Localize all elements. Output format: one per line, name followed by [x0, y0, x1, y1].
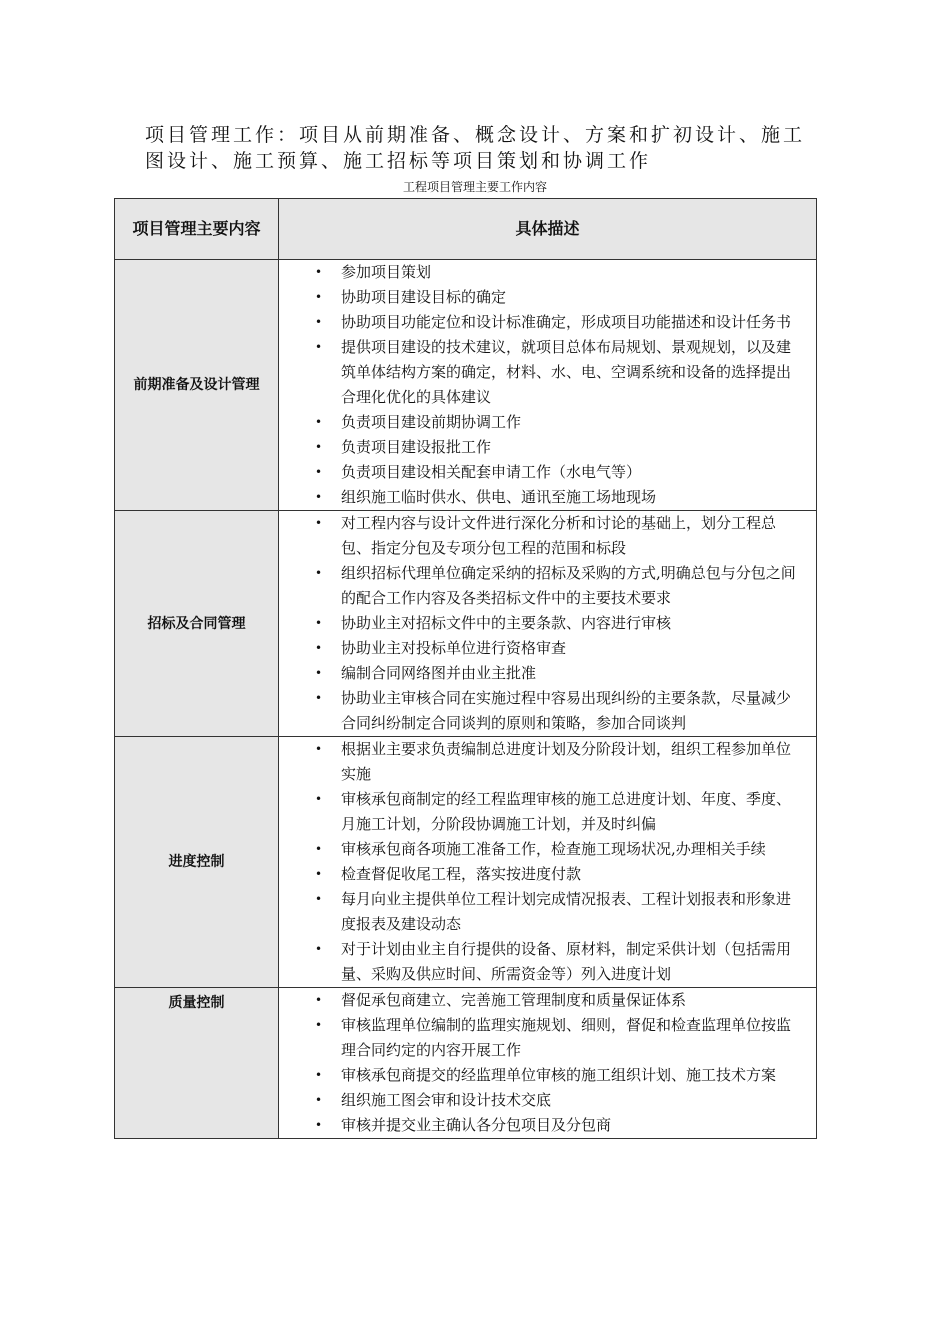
item-text: 组织施工临时供水、供电、通讯至施工场地现场 — [341, 488, 657, 506]
list-item — [279, 460, 804, 485]
list-item — [279, 686, 804, 736]
item-text: 参加项目策划 — [341, 263, 432, 281]
bullet-icon: • — [315, 1093, 323, 1107]
list-item — [279, 1013, 804, 1063]
item-text: 负责项目建设前期协调工作 — [341, 413, 522, 431]
list-item — [279, 1113, 804, 1138]
list-item — [279, 310, 804, 335]
item-text: 协助业主对招标文件中的主要条款、内容进行审核 — [341, 614, 672, 632]
bullet-icon: • — [315, 993, 323, 1007]
item-text: 审核承包商各项施工准备工作，检查施工现场状况,办理相关手续 — [341, 840, 766, 858]
bullet-icon: • — [315, 842, 323, 856]
item-text: 对工程内容与设计文件进行深化分析和讨论的基础上，划分工程总包、指定分包及专项分包工程的范围和标段 — [341, 514, 777, 557]
list-item — [279, 636, 804, 661]
description-list — [279, 511, 816, 736]
list-item — [279, 485, 804, 510]
header-description: 具体描述 — [279, 199, 817, 260]
item-text: 审核并提交业主确认各分包项目及分包商 — [341, 1116, 612, 1134]
bullet-icon: • — [315, 1068, 323, 1082]
bullet-icon: • — [315, 440, 323, 454]
list-item — [279, 887, 804, 937]
list-item — [279, 335, 804, 410]
item-text: 协助业主对投标单位进行资格审查 — [341, 639, 567, 657]
description-list — [279, 988, 816, 1138]
description-cell — [279, 511, 817, 737]
bullet-icon: • — [315, 942, 323, 956]
bullet-icon: • — [315, 415, 323, 429]
item-text: 每月向业主提供单位工程计划完成情况报表、工程计划报表和形象进度报表及建设动态 — [341, 890, 792, 933]
list-item — [279, 1063, 804, 1088]
list-item — [279, 611, 804, 636]
bullet-icon: • — [315, 566, 323, 580]
item-text: 协助项目建设目标的确定 — [341, 288, 507, 306]
item-text: 编制合同网络图并由业主批准 — [341, 664, 537, 682]
bullet-icon: • — [315, 691, 323, 705]
list-item — [279, 661, 804, 686]
description-cell — [279, 988, 817, 1139]
list-item — [279, 862, 804, 887]
bullet-icon: • — [315, 867, 323, 881]
table-row — [115, 737, 817, 988]
list-item — [279, 260, 804, 285]
bullet-icon: • — [315, 1118, 323, 1132]
bullet-icon: • — [315, 290, 323, 304]
item-text: 审核承包商提交的经监理单位审核的施工组织计划、施工技术方案 — [341, 1066, 777, 1084]
category-cell: 质量控制 — [115, 988, 279, 1139]
item-text: 协助项目功能定位和设计标准确定，形成项目功能描述和设计任务书 — [341, 313, 792, 331]
item-text: 组织施工图会审和设计技术交底 — [341, 1091, 552, 1109]
table-row — [115, 260, 817, 511]
work-content-table — [114, 198, 817, 1139]
bullet-icon: • — [315, 742, 323, 756]
bullet-icon: • — [315, 315, 323, 329]
item-text: 检查督促收尾工程，落实按进度付款 — [341, 865, 582, 883]
list-item — [279, 787, 804, 837]
bullet-icon: • — [315, 340, 323, 354]
bullet-icon: • — [315, 1018, 323, 1032]
list-item — [279, 561, 804, 611]
list-item — [279, 737, 804, 787]
category-cell: 进度控制 — [115, 737, 279, 988]
bullet-icon: • — [315, 265, 323, 279]
item-text: 组织招标代理单位确定采纳的招标及采购的方式,明确总包与分包之间的配合工作内容及各类招标文件中的主要技术要求 — [341, 564, 796, 607]
table-header-row — [115, 199, 817, 260]
list-item — [279, 988, 804, 1013]
intro-paragraph: 项目管理工作：项目从前期准备、概念设计、方案和扩初设计、施工图设计、施工预算、施工招标等项目策划和协调工作 — [145, 124, 806, 172]
category-cell: 招标及合同管理 — [115, 511, 279, 737]
bullet-icon: • — [315, 892, 323, 906]
table-row — [115, 511, 817, 737]
bullet-icon: • — [315, 516, 323, 530]
bullet-icon: • — [315, 616, 323, 630]
list-item — [279, 1088, 804, 1113]
bullet-icon: • — [315, 490, 323, 504]
item-text: 对于计划由业主自行提供的设备、原材料，制定采供计划（包括需用量、采购及供应时间、所需资金等）列入进度计划 — [341, 940, 792, 983]
description-cell — [279, 260, 817, 511]
list-item — [279, 435, 804, 460]
list-item — [279, 837, 804, 862]
category-cell: 前期准备及设计管理 — [115, 260, 279, 511]
item-text: 负责项目建设报批工作 — [341, 438, 492, 456]
bullet-icon: • — [315, 465, 323, 479]
item-text: 协助业主审核合同在实施过程中容易出现纠纷的主要条款，尽量减少合同纠纷制定合同谈判的原则和策略，参加合同谈判 — [341, 689, 792, 732]
item-text: 督促承包商建立、完善施工管理制度和质量保证体系 — [341, 991, 687, 1009]
header-category: 项目管理主要内容 — [115, 199, 279, 260]
item-text: 负责项目建设相关配套申请工作（水电气等） — [341, 463, 642, 481]
description-list — [279, 737, 816, 987]
list-item — [279, 511, 804, 561]
list-item — [279, 937, 804, 987]
description-cell — [279, 737, 817, 988]
item-text: 审核承包商制定的经工程监理审核的施工总进度计划、年度、季度、月施工计划，分阶段协调施工计划，并及时纠偏 — [341, 790, 792, 833]
bullet-icon: • — [315, 666, 323, 680]
table-row — [115, 988, 817, 1139]
description-list — [279, 260, 816, 510]
item-text: 提供项目建设的技术建议，就项目总体布局规划、景观规划，以及建筑单体结构方案的确定，材料、水、电、空调系统和设备的选择提出合理化优化的具体建议 — [341, 338, 792, 406]
item-text: 审核监理单位编制的监理实施规划、细则，督促和检查监理单位按监理合同约定的内容开展工作 — [341, 1016, 792, 1059]
table-caption: 工程项目管理主要工作内容 — [402, 180, 547, 194]
item-text: 根据业主要求负责编制总进度计划及分阶段计划，组织工程参加单位实施 — [341, 740, 792, 783]
bullet-icon: • — [315, 641, 323, 655]
bullet-icon: • — [315, 792, 323, 806]
list-item — [279, 285, 804, 310]
list-item — [279, 410, 804, 435]
